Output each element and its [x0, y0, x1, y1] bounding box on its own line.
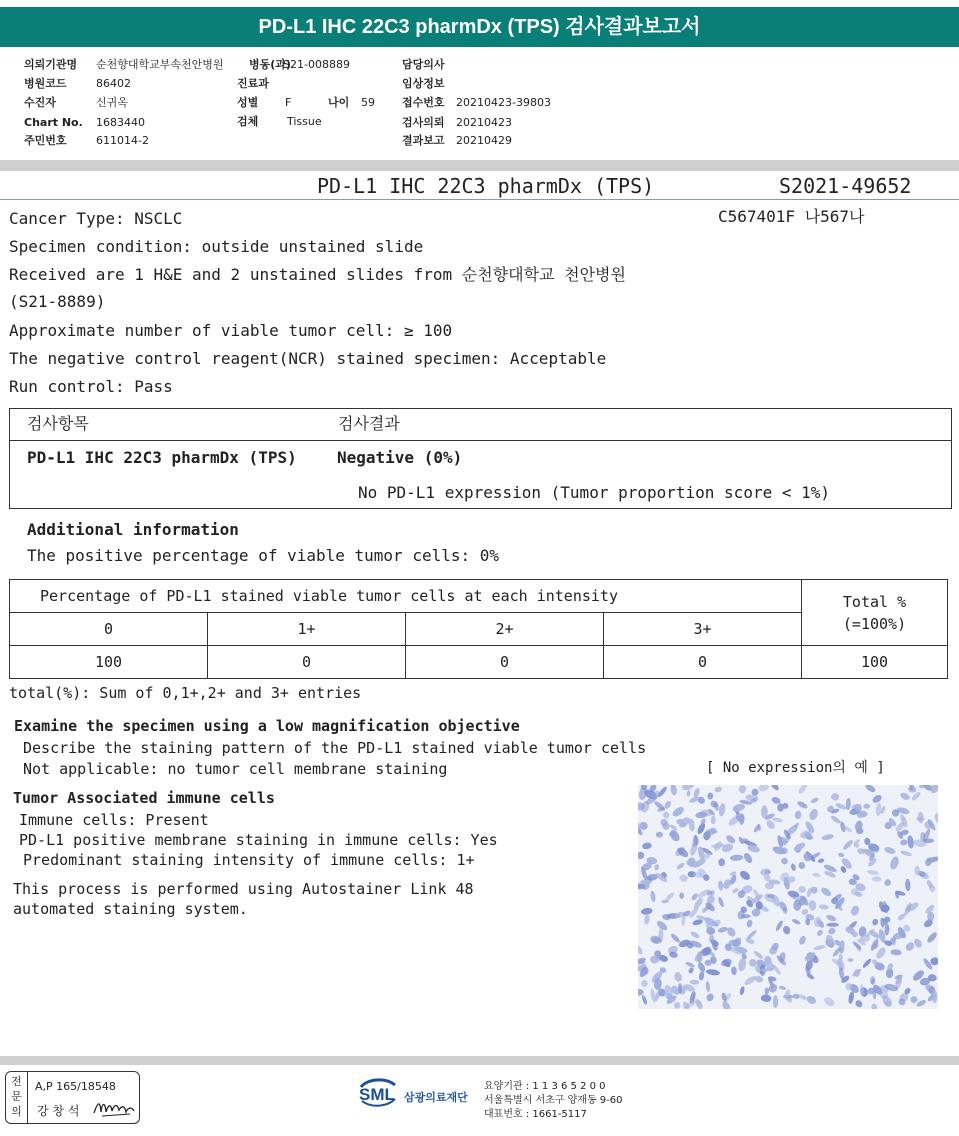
- ncr-line: The negative control reagent(NCR) stained specimen: Acceptable: [9, 349, 607, 368]
- header-separator: [0, 160, 959, 171]
- cancer-type: Cancer Type: NSCLC: [9, 209, 183, 228]
- footer-line3: 대표번호 : 1661-5117: [484, 1109, 587, 1120]
- request-date-value: 20210423: [456, 116, 512, 129]
- received-line1: Received are 1 H&E and 2 unstained slides from 순천향대학교 천안병원: [9, 265, 626, 284]
- title-underline: [0, 199, 959, 200]
- result-value: Negative (0%): [337, 448, 463, 467]
- col-item-header: 검사항목: [27, 414, 89, 433]
- intensity-header: Percentage of PD-L1 stained viable tumor cells at each intensity: [10, 580, 802, 613]
- level-1: 1+: [208, 613, 406, 646]
- value-3: 0: [604, 646, 802, 679]
- footer-line1: 요양기관 : 1 1 3 6 5 2 0 0: [484, 1081, 606, 1092]
- chart-no-value: 1683440: [96, 116, 145, 129]
- stamp-label-text: 전문의: [11, 1075, 22, 1118]
- signature-icon: [92, 1097, 136, 1119]
- request-org-label: 의뢰기관명: [24, 58, 78, 71]
- age-value: 59: [361, 96, 375, 109]
- process-line2: automated staining system.: [13, 900, 248, 918]
- result-note: No PD-L1 expression (Tumor proportion score < 1%): [358, 483, 831, 502]
- level-3: 3+: [604, 613, 802, 646]
- value-0: 100: [10, 646, 208, 679]
- stamp-name: 강 창 석: [37, 1104, 80, 1118]
- level-2: 2+: [406, 613, 604, 646]
- specimen-condition: Specimen condition: outside unstained slide: [9, 237, 424, 256]
- result-box-divider: [10, 440, 951, 441]
- positive-percentage: The positive percentage of viable tumor cells: 0%: [27, 546, 500, 565]
- receipt-no-label: 접수번호: [402, 96, 445, 109]
- id-no-label: 주민번호: [24, 134, 67, 147]
- received-line2: (S21-8889): [9, 292, 106, 311]
- report-title: PD-L1 IHC 22C3 pharmDx (TPS) 검사결과보고서: [0, 7, 959, 47]
- physician-label: 담당의사: [402, 58, 445, 71]
- value-1: 0: [208, 646, 406, 679]
- patient-label: 수진자: [24, 96, 56, 109]
- age-label: 나이: [328, 96, 350, 109]
- viable-cells: Approximate number of viable tumor cell: ≥ 100: [9, 321, 453, 340]
- immune-line2: PD-L1 positive membrane staining in immune cells: Yes: [19, 831, 498, 849]
- block-id: C567401F 나567나: [718, 207, 865, 226]
- report-date-label: 결과보고: [402, 134, 445, 147]
- hospital-code-label: 병원코드: [24, 77, 67, 90]
- examine-line1: Describe the staining pattern of the PD-L1 stained viable tumor cells: [23, 739, 647, 757]
- cell-pattern-icon: [638, 785, 938, 1009]
- no-expression-sample-image: [638, 785, 938, 1009]
- specimen-value: Tissue: [287, 115, 322, 128]
- hospital-code-value: 86402: [96, 77, 131, 90]
- footer-separator: [0, 1056, 959, 1065]
- stamp-license: A,P 165/18548: [35, 1080, 116, 1093]
- value-2: 0: [406, 646, 604, 679]
- total-header-line2: (=100%): [842, 614, 907, 633]
- dept-label: 진료과: [237, 77, 269, 90]
- org-name: 삼광의료재단: [404, 1091, 468, 1104]
- ward-value: S21-008889: [283, 58, 350, 71]
- clinical-info-label: 임상정보: [402, 77, 445, 90]
- immune-line3: Predominant staining intensity of immune cells: 1+: [23, 851, 475, 869]
- sml-logo-text: SML: [359, 1085, 395, 1104]
- col-result-header: 검사결과: [338, 414, 400, 433]
- immune-line1: Immune cells: Present: [19, 811, 209, 829]
- intensity-table: [9, 579, 948, 679]
- specimen-label: 검체: [237, 115, 259, 128]
- report-date-value: 20210429: [456, 134, 512, 147]
- footer-line2: 서울특별시 서초구 양재동 9-60: [484, 1095, 623, 1106]
- sml-logo: [357, 1077, 468, 1113]
- immune-heading: Tumor Associated immune cells: [13, 789, 275, 807]
- receipt-no-value: 20210423-39803: [456, 96, 551, 109]
- result-item: PD-L1 IHC 22C3 pharmDx (TPS): [27, 448, 297, 467]
- examine-line2: Not applicable: no tumor cell membrane staining: [23, 760, 448, 778]
- total-header-line1: Total %: [842, 592, 907, 611]
- report-number: S2021-49652: [779, 174, 912, 198]
- pathologist-stamp: [5, 1071, 140, 1124]
- patient-value: 신귀옥: [96, 96, 128, 109]
- chart-no-label: Chart No.: [24, 116, 83, 129]
- request-date-label: 검사의뢰: [402, 116, 445, 129]
- id-no-value: 611014-2: [96, 134, 149, 147]
- run-control: Run control: Pass: [9, 377, 173, 396]
- sex-label: 성별: [237, 96, 259, 109]
- test-name: PD-L1 IHC 22C3 pharmDx (TPS): [317, 174, 655, 198]
- total-value: 100: [802, 646, 948, 679]
- ward-label: 병동(과): [249, 58, 291, 71]
- process-line1: This process is performed using Autostainer Link 48: [13, 880, 474, 898]
- total-header: [802, 580, 948, 646]
- stamp-label: [6, 1072, 28, 1123]
- request-org-value: 순천향대학교부속천안병원: [96, 58, 224, 71]
- examine-heading: Examine the specimen using a low magnification objective: [14, 717, 520, 735]
- total-footnote: total(%): Sum of 0,1+,2+ and 3+ entries: [9, 684, 362, 702]
- sex-value: F: [285, 96, 292, 109]
- additional-heading: Additional information: [27, 520, 239, 539]
- image-caption: [ No expression의 예 ]: [706, 760, 885, 776]
- level-0: 0: [10, 613, 208, 646]
